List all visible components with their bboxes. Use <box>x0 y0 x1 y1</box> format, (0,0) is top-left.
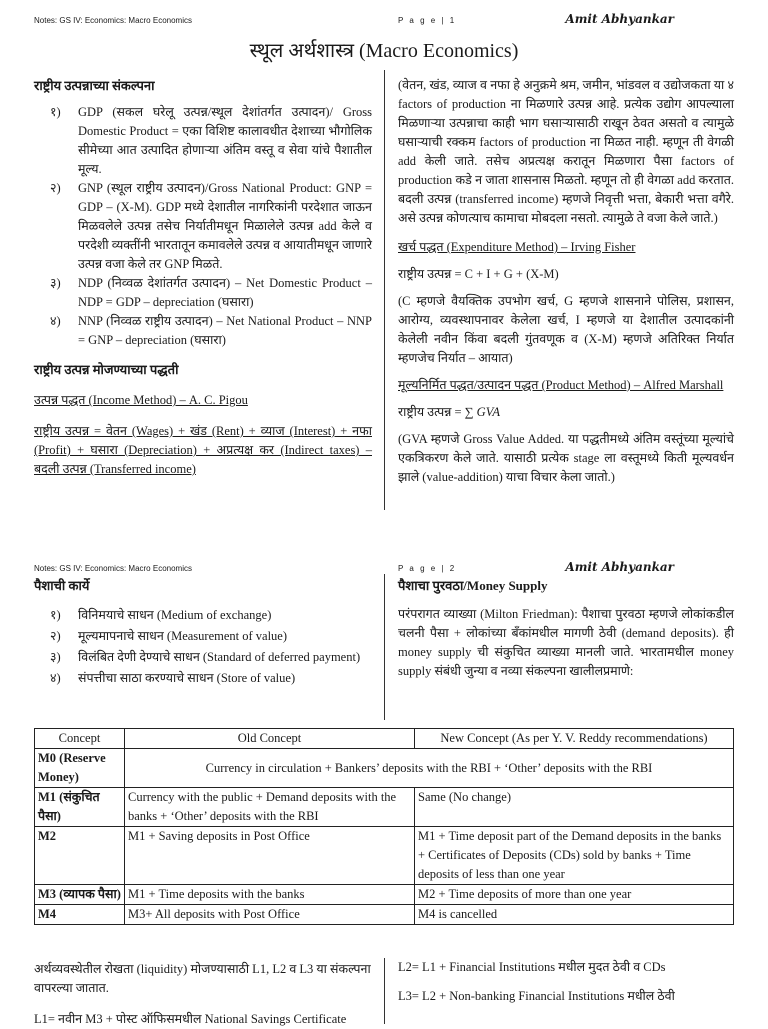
column-divider <box>384 958 385 1024</box>
table-header: Old Concept <box>125 729 415 749</box>
product-formula: राष्ट्रीय उत्पन्न = ∑ GVA <box>398 405 501 419</box>
money-functions <box>34 576 372 689</box>
expenditure-explanation: (C म्हणजे वैयक्तिक उपभोग खर्च, G म्हणजे शासनाने पोलिस, प्रशासन, आरोग्य, व्यवस्थापनावर केलेला खर्च, I म्हणजे या देशातील उत्पादकांनी केलेली नवीन किंवा बदली गुंतवणूक व (X-M) म्हणजे अतिरिक्त निर्यात म्हणजेच निर्यात – आयात) <box>398 294 734 365</box>
page-title: स्थूल अर्थशास्त्र (Macro Economics) <box>249 40 519 62</box>
header-page-number: P a g e | 1 <box>398 16 457 25</box>
money-functions-heading: पैशाची कार्ये <box>34 578 90 593</box>
table-cell-merged: Currency in circulation + Bankers’ deposits with the RBI + ‘Other’ deposits with the RBI <box>125 749 734 788</box>
liquidity-l3: L3= L2 + Non-banking Financial Institutions मधील ठेवी <box>398 989 675 1003</box>
table-cell-new: M2 + Time deposits of more than one year <box>415 885 734 905</box>
table-cell-concept: M1 (संकुचित पैसा) <box>35 788 125 827</box>
liquidity-right <box>398 958 734 1006</box>
left-column <box>34 76 372 479</box>
table-cell-old: Currency with the public + Demand deposits with the banks + ‘Other’ deposits with the RBI <box>125 788 415 827</box>
table-header: Concept <box>35 729 125 749</box>
table-cell-concept: M3 (व्यापक पैसा) <box>35 885 125 905</box>
header-notes: Notes: GS IV: Economics: Macro Economics <box>34 16 192 25</box>
liquidity-text: अर्थव्यवस्थेतील रोखता (liquidity) मोजण्यासाठी L1, L2 व L3 या संकल्पना वापरल्या जातात. <box>34 962 371 995</box>
table-row <box>35 749 734 788</box>
list-item: ३) विलंबित देणी देण्याचे साधन (Standard of deferred payment) <box>50 650 361 664</box>
header-notes: Notes: GS IV: Economics: Macro Economics <box>34 564 192 573</box>
right-column <box>398 76 734 487</box>
product-explanation: (GVA म्हणजे Gross Value Added. या पद्धतीमध्ये अंतिम वस्तूंच्या मूल्यांचे एकत्रिकरण केले जाते. यासाठी प्रत्येक stage ला वस्तूमध्ये किती मूल्यवर्धन झाले (value-addition) याचा विचार केला जातो.) <box>398 432 734 484</box>
table-row <box>35 885 734 905</box>
list-item: १) GDP (सकल घरेलू उत्पन्न/स्थूल देशांतर्गत उत्पादन)/ Gross Domestic Product = एका विशिष्ट कालावधीत देशाच्या भौगोलिक सीमेच्या आत उत्पादित होणाऱ्या अंतिम वस्तू व सेवा यांचे पैशातील मूल्य. <box>50 105 372 176</box>
money-functions-list <box>34 605 372 689</box>
column-divider <box>384 70 385 510</box>
liquidity-l2: L2= L1 + Financial Institutions मधील मुदत ठेवी व CDs <box>398 960 666 974</box>
header-author: Amit Abhyankar <box>565 12 674 26</box>
table-cell-concept: M0 (Reserve Money) <box>35 749 125 788</box>
income-method-text: राष्ट्रीय उत्पन्न = वेतन (Wages) + खंड (Rent) + व्याज (Interest) + नफा (Profit) + घसारा (Depreciation) + अप्रत्यक्ष कर (Indirect taxes) – बदली उत्पन्न (Transferred income) <box>34 424 372 476</box>
money-supply <box>398 576 734 681</box>
table-row <box>35 788 734 827</box>
method-heading: राष्ट्रीय उत्पन्न मोजण्याच्या पद्धती <box>34 362 179 377</box>
list-item: १) विनिमयाचे साधन (Medium of exchange) <box>50 608 272 622</box>
money-supply-heading: पैशाचा पुरवठा/Money Supply <box>398 578 548 593</box>
table-cell-old: M1 + Time deposits with the banks <box>125 885 415 905</box>
money-supply-text: परंपरागत व्याख्या (Milton Friedman): पैशाचा पुरवठा म्हणजे लोकांकडील चलनी पैसा + लोकांच्या बँकांमधील मागणी ठेवी (demand deposits). ही money supply ची संकुचित व्याख्या मानली जाते. भारतामधील money supply संबंधी जुन्या व नव्या संकल्पना खालीलप्रमाणे: <box>398 607 734 678</box>
table-cell-concept: M2 <box>35 827 125 885</box>
table-row <box>35 905 734 925</box>
income-explanation: (वेतन, खंड, व्याज व नफा हे अनुक्रमे श्रम, जमीन, भांडवल व उद्योजकता या ४ factors of production ना मिळणारे उत्पन्न आहे. प्रत्येक उद्योग आपल्याला मिळणाऱ्या उत्पन्नाचा काही भाग घसाऱ्यासाठी राखून ठेवत असतो व त्यामुळे घसाऱ्याची रक्कम factors of production ना मिळत नाही. म्हणून ती वेगळी add केली जाते. तसेच अप्रत्यक्ष करातून मिळणारा पैसा factors of production कडे न जाता शासनास मिळतो. म्हणून तो ही वेगळा add करतात. बदली उत्पन्न (transferred income) म्हणजे निवृत्ती भत्ता, बेकारी भत्ता वगैरे. असे उत्पन्न कोणत्याच कामाचा मोबदला नसतो. त्यामुळे ते वजा केले जाते.) <box>398 78 734 225</box>
list-item: २) GNP (स्थूल राष्ट्रीय उत्पादन)/Gross National Product: GNP = GDP – (X-M). GDP मध्ये देशातील नागरिकांनी परदेशात जाऊन मिळवलेले उत्पन्न तसेच निर्यातीमधून मिळालेले उत्पन्न add केले व परदेशी व्यक्तींनी भारतातून कमावलेले उत्पन्न व आयातीमधून जाणारे उत्पन्न वजा केले तर GNP मिळते. <box>50 181 372 271</box>
table-cell-new: Same (No change) <box>415 788 734 827</box>
income-method-heading: उत्पन्न पद्धत (Income Method) – A. C. Pigou <box>34 393 248 407</box>
table-cell-old: M1 + Saving deposits in Post Office <box>125 827 415 885</box>
table-header: New Concept (As per Y. V. Reddy recommendations) <box>415 729 734 749</box>
table-header-row <box>35 729 734 749</box>
liquidity-l1: L1= नवीन M3 + पोस्ट ऑफिसमधील National Savings Certificate <box>34 1012 347 1026</box>
page-header <box>34 14 734 28</box>
table-cell-new: M1 + Time deposit part of the Demand deposits in the banks + Certificates of Deposits (CDs) sold by banks + Time deposits of less than one year <box>415 827 734 885</box>
list-item: ३) NDP (निव्वळ देशांतर्गत उत्पादन) – Net Domestic Product – NDP = GDP – depreciation (घसारा) <box>50 276 372 309</box>
product-method-heading: मूल्यनिर्मित पद्धत/उत्पादन पद्धत (Product Method) – Alfred Marshall <box>398 378 724 392</box>
page-1 <box>0 0 768 512</box>
concept-list <box>34 103 372 350</box>
table-cell-old: M3+ All deposits with Post Office <box>125 905 415 925</box>
table-row <box>35 827 734 885</box>
header-author: Amit Abhyankar <box>565 560 674 574</box>
expenditure-method-heading: खर्च पद्धत (Expenditure Method) – Irving Fisher <box>398 240 636 254</box>
list-item: ४) संपत्तीचा साठा करण्याचे साधन (Store of value) <box>50 671 296 685</box>
page-2 <box>0 548 768 1024</box>
header-page-number: P a g e | 2 <box>398 564 457 573</box>
list-item: ४) NNP (निव्वळ राष्ट्रीय उत्पादन) – Net National Product – NNP = GNP – depreciation (घसारा) <box>50 314 372 347</box>
expenditure-formula: राष्ट्रीय उत्पन्न = C + I + G + (X-M) <box>398 267 559 281</box>
concept-heading: राष्ट्रीय उत्पन्नाच्या संकल्पना <box>34 78 155 93</box>
column-divider <box>384 574 385 720</box>
table-cell-new: M4 is cancelled <box>415 905 734 925</box>
table-cell-concept: M4 <box>35 905 125 925</box>
money-supply-table <box>34 728 734 925</box>
liquidity-left <box>34 960 372 1029</box>
list-item: २) मूल्यमापनाचे साधन (Measurement of value) <box>50 629 288 643</box>
